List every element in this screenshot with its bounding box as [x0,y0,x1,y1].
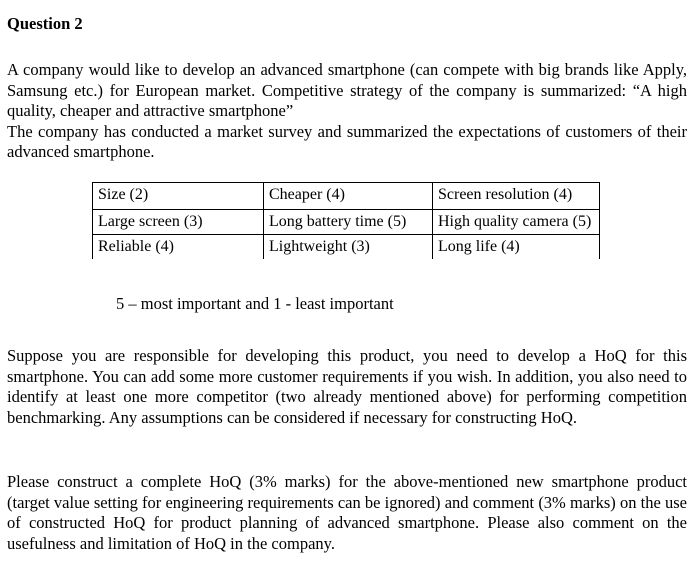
table-row [93,183,600,210]
table-cell: Reliable (4) [93,235,264,260]
task-paragraph [7,346,687,428]
table-cell: Large screen (3) [93,210,264,235]
instruction-paragraph-text: Please construct a complete HoQ (3% marks) for the above-mentioned new smartphone product (target value setting for engineering requirements can be ignored) and comment (3% marks) on the use of constructed HoQ for product planning of advanced smartphone. Please also comment on the usefulness and limitation of HoQ in the company. [7,472,687,553]
table-row [93,235,600,260]
intro-paragraph: A company would like to develop an advanced smartphone (can compete with big brands like Apply, Samsung etc.) for European market. Competitive strategy of the company is summarized: “A high quality, cheaper and attractive smartphone” [7,60,687,120]
table-cell: Cheaper (4) [264,183,433,210]
table-cell: Long life (4) [433,235,600,260]
question-title: Question 2 [7,14,83,33]
task-paragraph-text: Suppose you are responsible for developing this product, you need to develop a HoQ for this smartphone. You can add some more customer requirements if you wish. In addition, you also need to identify at least one more competitor (two already mentioned above) for performing competition benchmarking. Any assumptions can be considered if necessary for constructing HoQ. [7,346,687,427]
instruction-paragraph [7,472,687,554]
survey-paragraph: The company has conducted a market survey and summarized the expectations of customers of their advanced smartphone. [7,121,687,161]
table-row [93,210,600,235]
importance-note: 5 – most important and 1 - least important [116,294,394,313]
customer-requirements-table [92,182,600,259]
table-cell: Screen resolution (4) [433,183,600,210]
table-cell: Size (2) [93,183,264,210]
table-cell: High quality camera (5) [433,210,600,235]
table-cell: Lightweight (3) [264,235,433,260]
table-cell: Long battery time (5) [264,210,433,235]
intro-section [7,60,687,163]
